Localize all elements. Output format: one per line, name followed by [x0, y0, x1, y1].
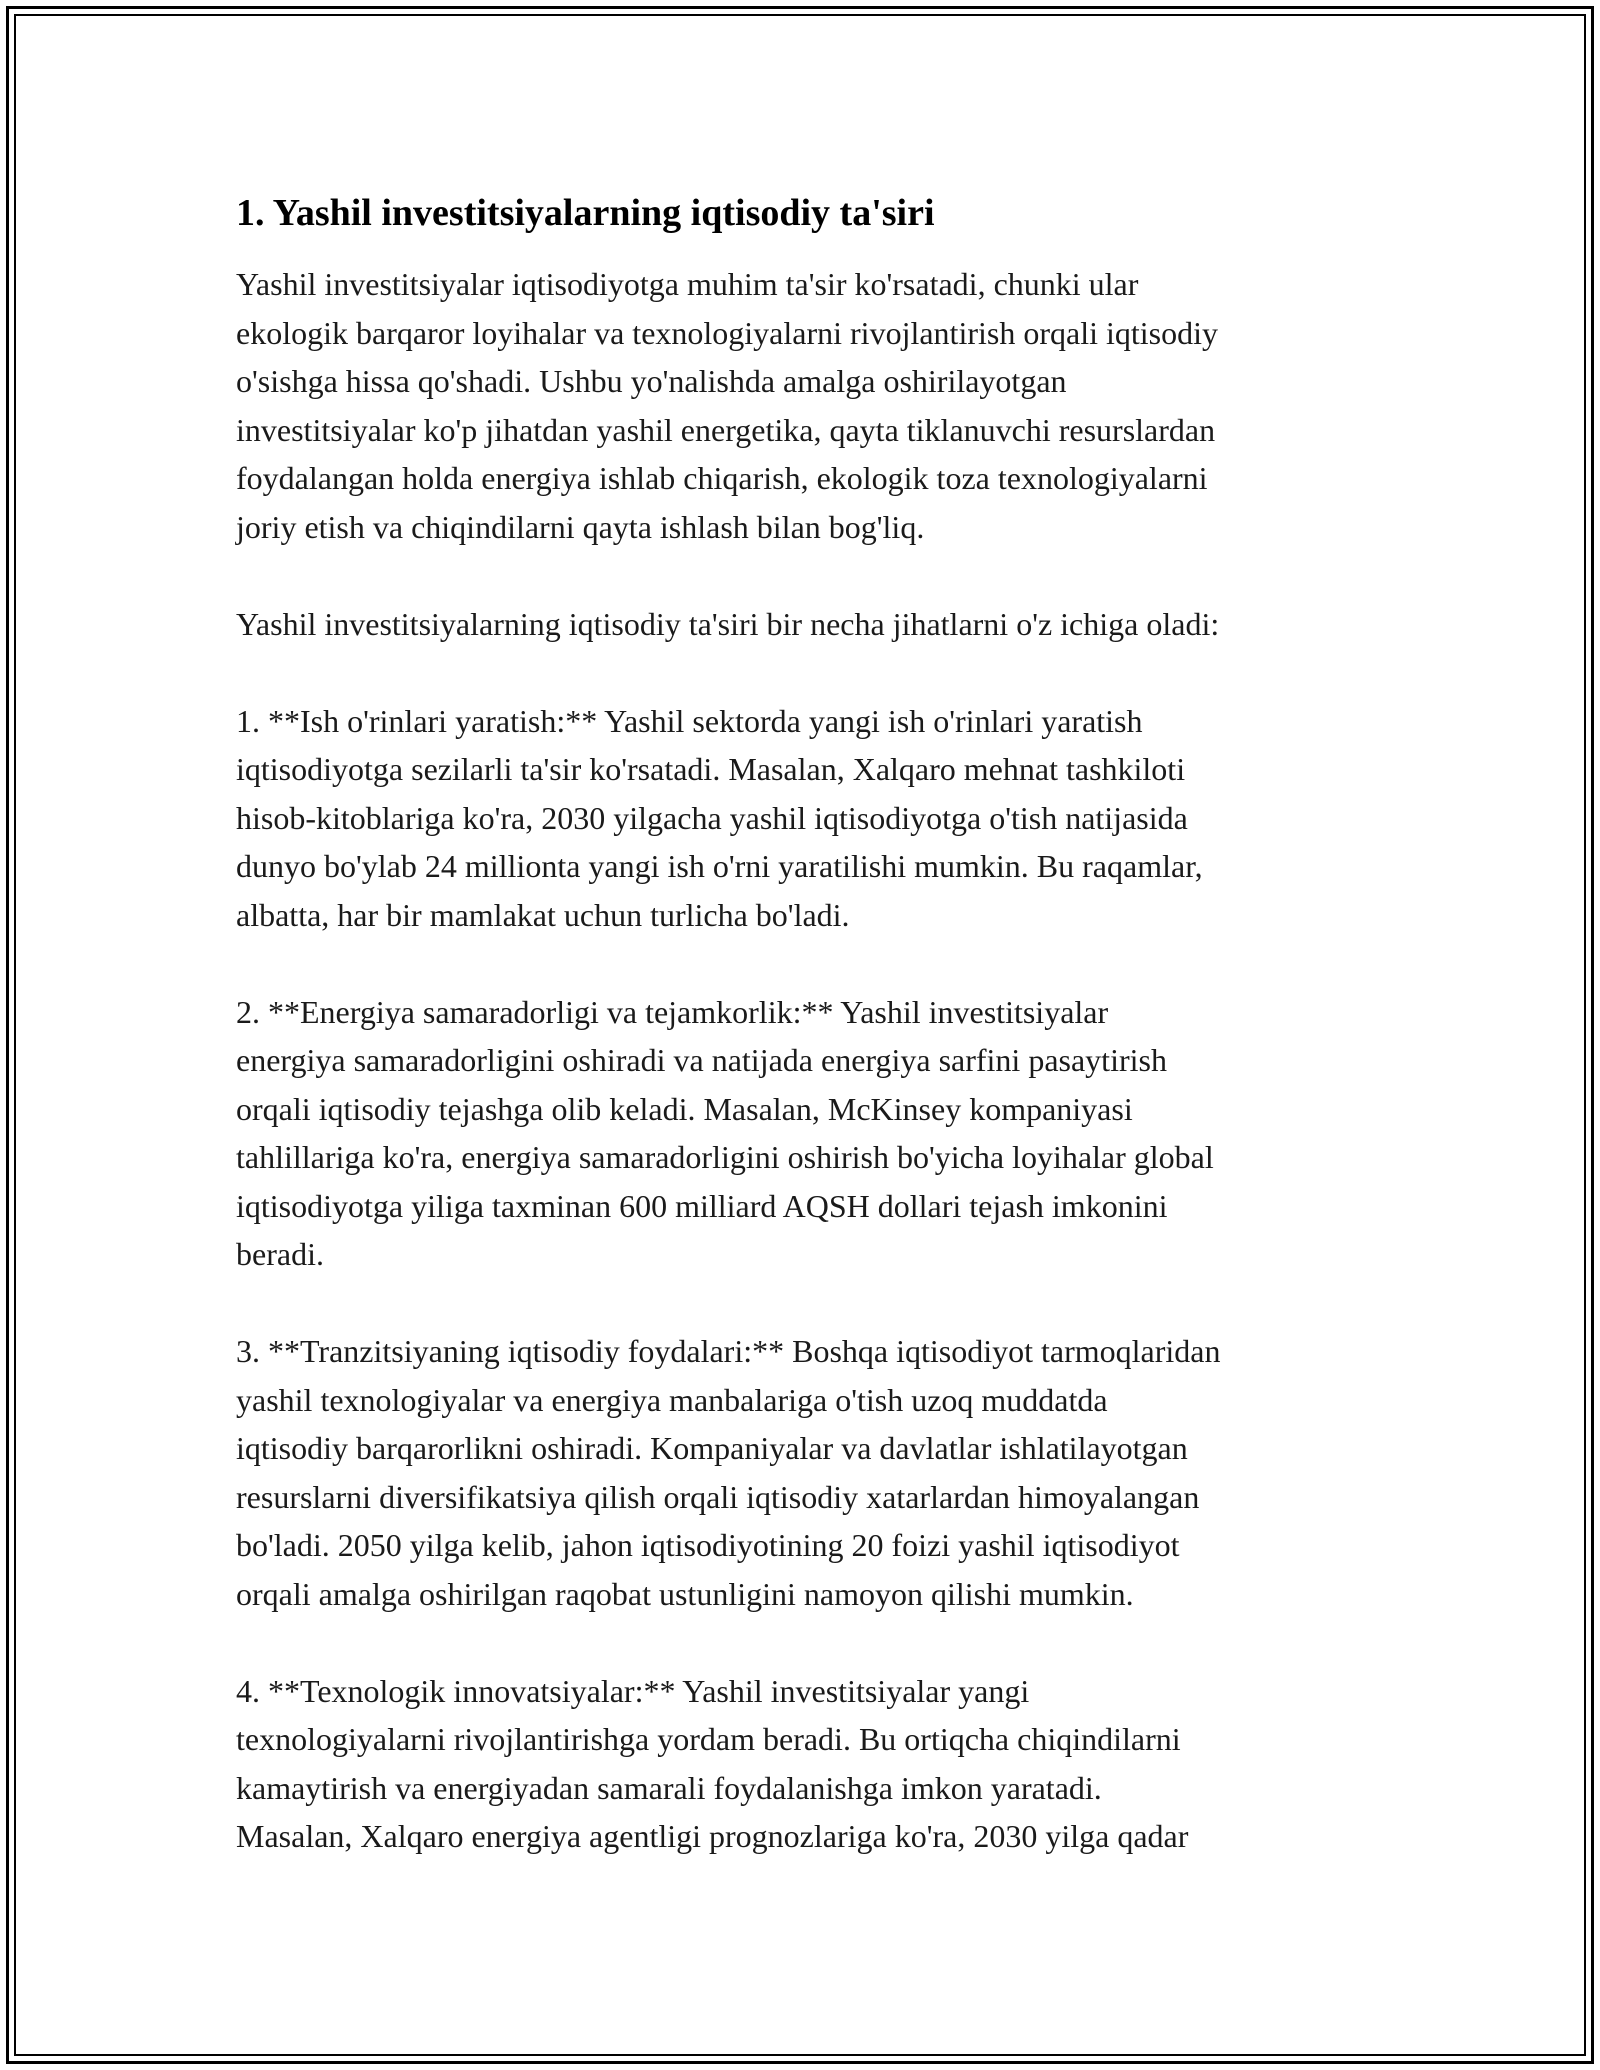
section-heading: 1. Yashil investitsiyalarning iqtisodiy ta'siri [236, 192, 935, 234]
list-item-transition-benefits: 3. **Tranzitsiyaning iqtisodiy foydalari:** Boshqa iqtisodiyot tarmoqlaridan yashil texnologiyalar va energiya manbalariga o'tish uzoq muddatda iqtisodiy barqarorlikni oshiradi. Kompaniyalar va davlatlar ishlatilayotgan resurslarni diversifikatsiya qilish orqali iqtisodiy xatarlardan himoyalangan bo'ladi. 2050 yilga kelib, jahon iqtisodiyotining 20 foizi yashil iqtisodiyot orqali amalga oshirilgan raqobat ustunligini namoyon qilishi mumkin. [236, 1333, 1221, 1612]
list-item-tech-innovation: 4. **Texnologik innovatsiyalar:** Yashil investitsiyalar yangi texnologiyalarni rivojlantirishga yordam beradi. Bu ortiqcha chiqindilarni kamaytirish va energiyadan samarali foydalanishga imkon yaratadi. Masalan, Xalqaro energiya agentligi prognozlariga ko'ra, 2030 yilga qadar [236, 1672, 1189, 1854]
list-item-energy-efficiency: 2. **Energiya samaradorligi va tejamkorlik:** Yashil investitsiyalar energiya samaradorligini oshiradi va natijada energiya sarfini pasaytirish orqali iqtisodiy tejashga olib keladi. Masalan, McKinsey kompaniyasi tahlillariga ko'ra, energiya samaradorligini oshirish bo'yicha loyihalar global iqtisodiyotga yiliga taxminan 600 milliard AQSH dollari tejash imkonini beradi. [236, 993, 1214, 1272]
list-item-jobs: 1. **Ish o'rinlari yaratish:** Yashil sektorda yangi ish o'rinlari yaratish iqtisodiyotga sezilarli ta'sir ko'rsatadi. Masalan, Xalqaro mehnat tashkiloti hisob-kitoblariga ko'ra, 2030 yilgacha yashil iqtisodiyotga o'tish natijasida dunyo bo'ylab 24 millionta yangi ish o'rni yaratilishi mumkin. Bu raqamlar, albatta, har bir mamlakat uchun turlicha bo'ladi. [236, 702, 1203, 933]
document-body [236, 188, 1371, 1861]
paragraph-summary: Yashil investitsiyalarning iqtisodiy ta'siri bir necha jihatlarni o'z ichiga oladi: [236, 605, 1220, 642]
paragraph-intro: Yashil investitsiyalar iqtisodiyotga muhim ta'sir ko'rsatadi, chunki ular ekologik barqaror loyihalar va texnologiyalarni rivojlantirish orqali iqtisodiy o'sishga hissa qo'shadi. Ushbu yo'nalishda amalga oshirilayotgan investitsiyalar ko'p jihatdan yashil energetika, qayta tiklanuvchi resurslardan foydalangan holda energiya ishlab chiqarish, ekologik toza texnologiyalarni joriy etish va chiqindilarni qayta ishlash bilan bog'liq. [236, 266, 1218, 545]
